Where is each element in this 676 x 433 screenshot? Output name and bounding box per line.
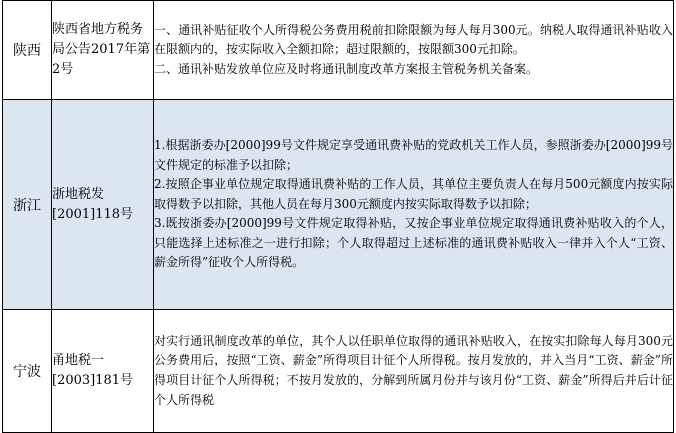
content-cell <box>154 100 674 310</box>
region-cell: 浙江 <box>3 100 52 310</box>
region-cell: 宁波 <box>3 310 52 433</box>
region-cell: 陕西 <box>3 1 52 100</box>
document-cell: 陕西省地方税务局公告2017年第2号 <box>52 1 154 100</box>
content-paragraph: 1.根据浙委办[2000]99号文件规定享受通讯费补贴的党政机关工作人员，参照浙委办[2000]99号文件规定的标准予以扣除； <box>154 137 673 172</box>
content-cell <box>154 310 674 433</box>
content-paragraph: 对实行通讯制度改革的单位，其个人以任职单位取得的通讯补贴收入，在按实扣除每人每月300元公务费用后，按照“工资、薪金”所得项目计征个人所得税。按月发放的，并入当月“工资、薪金”所得项目计征个人所得税；不按月发放的，分解到所属月份并与该月份“工资、薪金”所得后并后计征个人所得税 <box>154 333 673 407</box>
tax-policy-table <box>2 0 674 433</box>
content-cell <box>154 1 674 100</box>
table-row-zhejiang <box>3 100 674 310</box>
content-paragraph: 一、通讯补贴征收个人所得税公务费用税前扣除限额为每人每月300元。纳税人取得通讯补贴收入在限额内的，按实际收入全额扣除；超过限额的，按限额300元扣除。 <box>154 22 673 57</box>
table-row-shaanxi <box>3 1 674 100</box>
table-row-ningbo <box>3 310 674 433</box>
content-paragraph: 3.既按浙委办[2000]99号文件规定取得补贴，又按企事业单位规定取得通讯费补贴收入的个人，只能选择上述标准之一进行扣除；个人取得超过上述标准的通讯费补贴收入一律并入个人“工资、薪金所得”征收个人所得税。 <box>154 216 673 270</box>
content-paragraph: 二、通讯补贴发放单位应及时将通讯制度改革方案报主管税务机关备案。 <box>154 61 539 76</box>
document-cell: 甬地税一[2003]181号 <box>52 310 154 433</box>
document-cell: 浙地税发[2001]118号 <box>52 100 154 310</box>
content-paragraph: 2.按照企事业单位规定取得通讯费补贴的工作人员，其单位主要负责人在每月500元额度内按实际取得数予以扣除，其他人员在每月300元额度内按实际取得数予以扣除； <box>154 177 673 211</box>
